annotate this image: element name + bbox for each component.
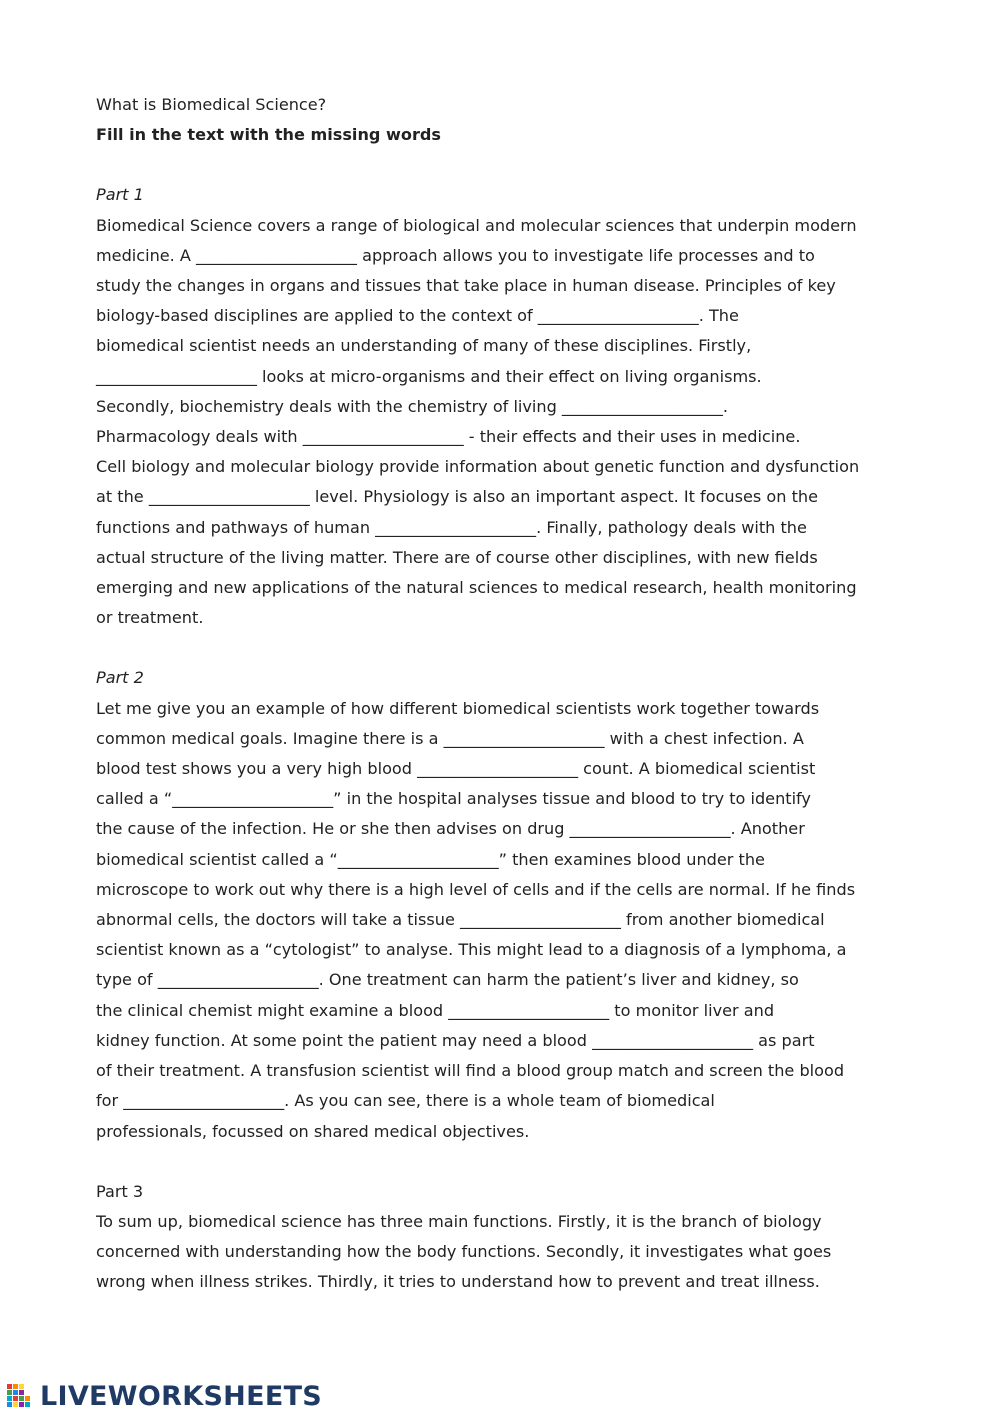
part-3-text [96, 1207, 916, 1298]
text-line: the cause of the infection. He or she then advises on drug ____________________. Another [96, 819, 805, 839]
text-line: medicine. A ____________________ approach allows you to investigate life processes and to [96, 245, 815, 265]
text-line: Pharmacology deals with ____________________ - their effects and their uses in medicine. [96, 427, 801, 447]
liveworksheets-logo-icon [6, 1380, 36, 1412]
instructions: Fill in the text with the missing words [96, 125, 441, 145]
text-line: at the ____________________ level. Physiology is also an important aspect. It focuses on the [96, 487, 818, 507]
liveworksheets-logo [6, 1378, 322, 1414]
text-line: the clinical chemist might examine a blood ____________________ to monitor liver and [96, 1000, 775, 1020]
text-line: of their treatment. A transfusion scientist will find a blood group match and screen the blood [96, 1061, 845, 1081]
text-line: To sum up, biomedical science has three main functions. Firstly, it is the branch of biology [96, 1211, 822, 1231]
text-line: biomedical scientist called a “____________________” then examines blood under the [96, 849, 765, 869]
text-line: Biomedical Science covers a range of biological and molecular sciences that underpin modern [96, 215, 857, 235]
text-line: biology-based disciplines are applied to the context of ____________________. The [96, 306, 739, 326]
part-1-label: Part 1 [96, 185, 144, 205]
part-3-section [96, 1177, 916, 1298]
text-line: ____________________ looks at micro-organisms and their effect on living organisms. [96, 366, 762, 386]
worksheet-page [96, 90, 916, 1298]
page-title: What is Biomedical Science? [96, 95, 327, 114]
text-line: Secondly, biochemistry deals with the chemistry of living ____________________. [96, 396, 728, 416]
text-line: professionals, focussed on shared medical objectives. [96, 1121, 530, 1141]
text-line: emerging and new applications of the natural sciences to medical research, health monitoring [96, 578, 857, 598]
text-line: scientist known as a “cytologist” to analyse. This might lead to a diagnosis of a lymphoma, a [96, 940, 847, 960]
text-line: Cell biology and molecular biology provide information about genetic function and dysfunction [96, 457, 860, 477]
text-line: actual structure of the living matter. There are of course other disciplines, with new fields [96, 547, 818, 567]
text-line: concerned with understanding how the body functions. Secondly, it investigates what goes [96, 1242, 832, 1262]
text-line: functions and pathways of human ____________________. Finally, pathology deals with the [96, 517, 807, 537]
text-line: abnormal cells, the doctors will take a tissue ____________________ from another biomedical [96, 910, 825, 930]
text-line: Let me give you an example of how different biomedical scientists work together towards [96, 698, 820, 718]
text-line: biomedical scientist needs an understanding of many of these disciplines. Firstly, [96, 336, 752, 356]
text-line: type of ____________________. One treatment can harm the patient’s liver and kidney, so [96, 970, 799, 990]
part-3-label: Part 3 [96, 1181, 144, 1201]
text-line: called a “____________________” in the hospital analyses tissue and blood to try to identify [96, 789, 811, 809]
part-2-section [96, 663, 916, 1146]
part-1-section [96, 180, 916, 633]
part-2-label: Part 2 [96, 668, 144, 688]
text-line: for ____________________. As you can see, there is a whole team of biomedical [96, 1091, 715, 1111]
text-line: or treatment. [96, 608, 204, 628]
text-line: common medical goals. Imagine there is a ____________________ with a chest infection. A [96, 728, 804, 748]
text-line: study the changes in organs and tissues that take place in human disease. Principles of key [96, 276, 836, 296]
text-line: wrong when illness strikes. Thirdly, it tries to understand how to prevent and treat illness. [96, 1272, 820, 1292]
text-line: blood test shows you a very high blood ____________________ count. A biomedical scientist [96, 759, 816, 779]
part-2-text [96, 694, 916, 1147]
text-line: microscope to work out why there is a high level of cells and if the cells are normal. If he finds [96, 879, 856, 899]
text-line: kidney function. At some point the patient may need a blood ____________________ as part [96, 1030, 815, 1050]
logo-text: LIVEWORKSHEETS [40, 1380, 323, 1412]
part-1-text [96, 211, 916, 634]
